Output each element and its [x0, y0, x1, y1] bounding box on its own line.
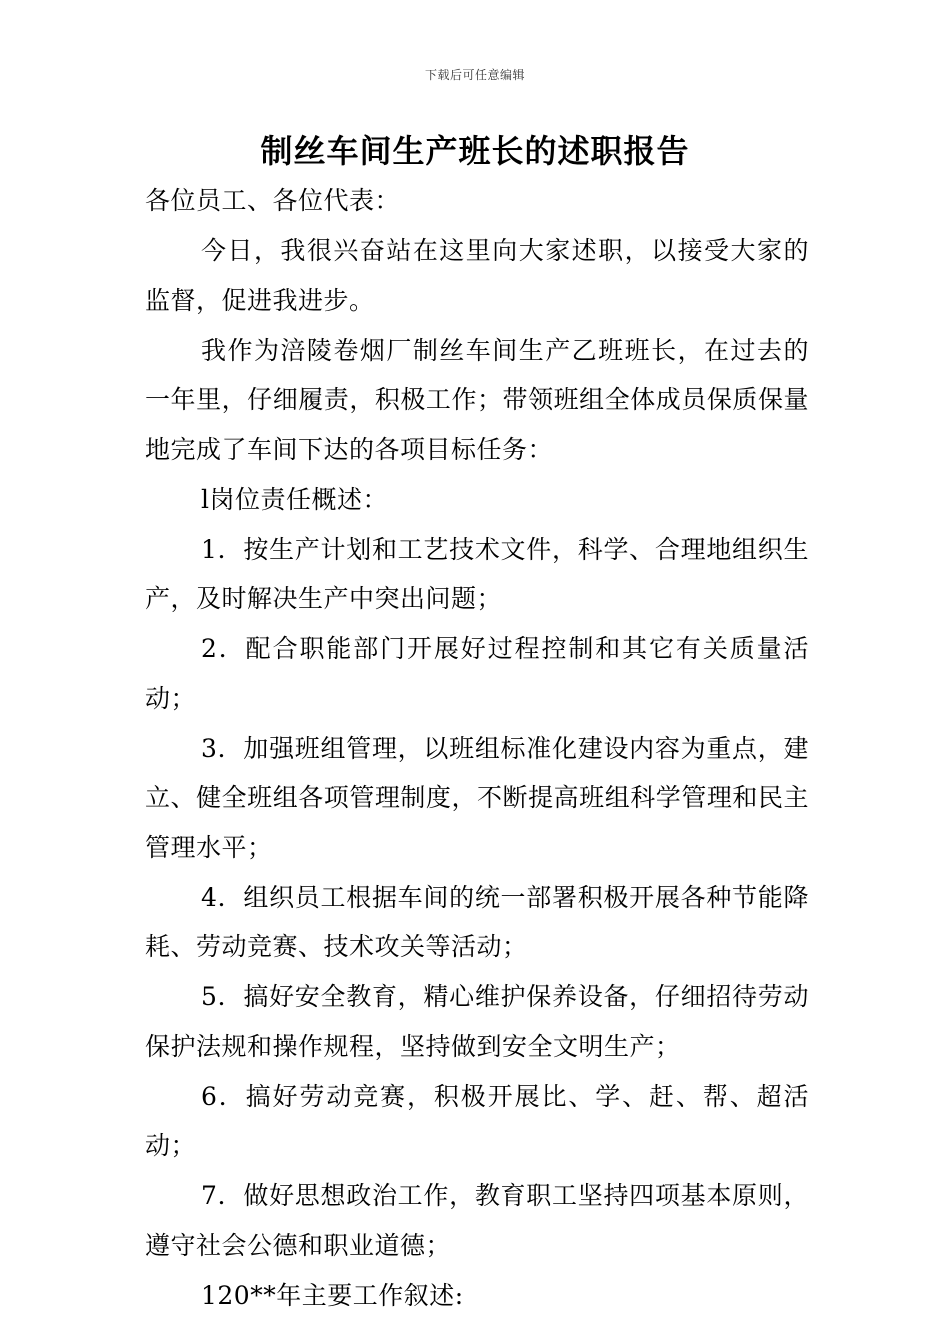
section-heading-work-summary: 120**年主要工作叙述:: [201, 1280, 464, 1310]
list-item-3: 3．加强班组管理，以班组标准化建设内容为重点，建立、健全班组各项管理制度，不断提高班组科学管理和民主管理水平；: [145, 733, 809, 862]
section-heading-responsibilities: l岗位责任概述：: [201, 484, 388, 514]
list-item-4: 4．组织员工根据车间的统一部署积极开展各种节能降耗、劳动竞赛、技术攻关等活动；: [145, 882, 809, 961]
header-note: 下载后可任意编辑: [424, 68, 525, 82]
document-body: [145, 176, 809, 1320]
list-item-7: 7．做好思想政治工作，教育职工坚持四项基本原则，遵守社会公德和职业道德；: [145, 1181, 809, 1260]
paragraph-opening: 今日，我很兴奋站在这里向大家述职，以接受大家的监督，促进我进步。: [145, 236, 809, 315]
list-item-2: 2．配合职能部门开展好过程控制和其它有关质量活动；: [145, 634, 809, 713]
list-item-5: 5．搞好安全教育，精心维护保养设备，仔细招待劳动保护法规和操作规程，坚持做到安全文明生产；: [145, 982, 809, 1061]
document-title: 制丝车间生产班长的述职报告: [260, 132, 690, 170]
list-item-1: 1．按生产计划和工艺技术文件，科学、合理地组织生产，及时解决生产中突出问题；: [145, 534, 809, 613]
list-item-6: 6．搞好劳动竞赛，积极开展比、学、赶、帮、超活动；: [145, 1081, 809, 1160]
paragraph-introduction: 我作为涪陵卷烟厂制丝车间生产乙班班长，在过去的一年里，仔细履责，积极工作；带领班组全体成员保质保量地完成了车间下达的各项目标任务：: [145, 335, 809, 464]
paragraph-salutation: 各位员工、各位代表：: [145, 186, 401, 215]
